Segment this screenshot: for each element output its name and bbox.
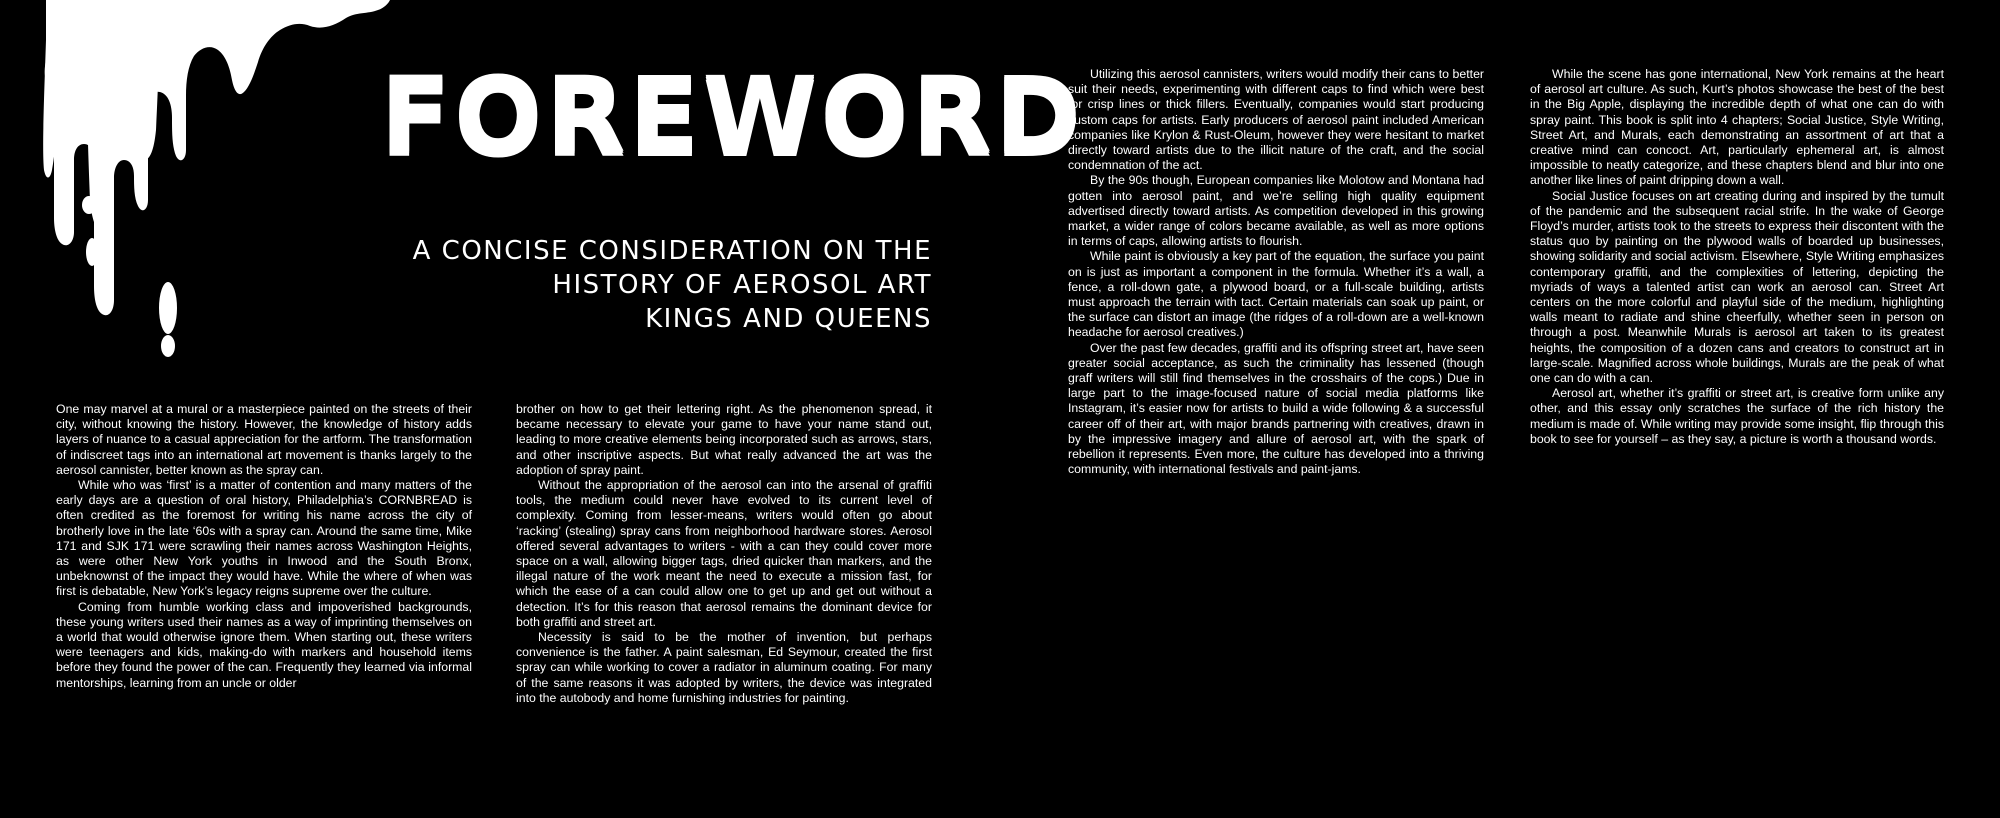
paragraph: By the 90s though, European companies like Molotow and Montana had gotten into aerosol paint, and we’re selling high quality equipment advertised directly toward artists. As competition developed in this growing market, a wider range of colors became available, as well as more options in terms of caps, allowing artists to flourish.	[1068, 173, 1484, 249]
subtitle	[280, 234, 932, 336]
paragraph: Without the appropriation of the aerosol can into the arsenal of graffiti tools, the medium could never have evolved to its current level of complexity. Coming from lesser-means, writers would often go about ‘racking’ (stealing) spray cans from neighborhood hardware stores. Aerosol offered several advantages to writers - with a can they could cover more space on a wall, allowing bigger tags, dried quicker than markers, and the illegal nature of the work meant the need to execute a mission fast, for which the ease of a can could allow one to get up and get out without a detection. It’s for this reason that aerosol remains the dominant device for both graffiti and street art.	[516, 478, 932, 629]
text-column-2	[516, 402, 932, 706]
subtitle-line: HISTORY OF AEROSOL ART	[552, 270, 932, 300]
paragraph: While who was ‘first’ is a matter of contention and many matters of the early days are a question of oral history, Philadelphia’s CORNBREAD is often credited as the foremost for writing his name across the city of brotherly love in the late ‘60s with a spray can. Around the same time, Mike 171 and SJK 171 were scrawling their names across Washington Heights, as were other New York youths in Inwood and the South Bronx, unbeknownst of the impact they would have. While the where of when was first is debatable, New York’s legacy reigns supreme over the culture.	[56, 478, 472, 599]
paragraph: Necessity is said to be the mother of invention, but perhaps convenience is the father. A paint salesman, Ed Seymour, created the first spray can while working to cover a radiator in aluminum coating. For many of the same reasons it was adopted by writers, the device was integrated into the autobody and home furnishing industries for painting.	[516, 630, 932, 705]
paragraph: Aerosol art, whether it’s graffiti or street art, is creative form unlike any other, and this essay only scratches the surface of the rich history the medium is made of. While writing may provide some insight, flip through this book to see for yourself – as they say, a picture is worth a thousand words.	[1530, 386, 1944, 446]
text-column-4	[1530, 67, 1944, 447]
paragraph: brother on how to get their lettering right. As the phenomenon spread, it became necessary to elevate your game to have your name stand out, leading to more creative elements being incorporated such as arrows, stars, and other inscriptive aspects. But what really advanced the art was the adoption of spray paint.	[516, 402, 932, 477]
paragraph: One may marvel at a mural or a masterpiece painted on the streets of their city, without knowing the history. However, the knowledge of history adds layers of nuance to a casual appreciation for the artform. The transformation of indiscreet tags into an international art movement is thanks largely to the aerosol cannister, better known as the spray can.	[56, 402, 472, 477]
subtitle-line: KINGS AND QUEENS	[645, 304, 932, 334]
page-title: FOREWORD	[380, 56, 1085, 178]
paragraph: Social Justice focuses on art creating during and inspired by the tumult of the pandemic and the subsequent racial strife. In the wake of George Floyd’s murder, artists took to the streets to express their discontent with the status quo by painting on the plywood walls of boarded up businesses, showing solidarity and social activism. Elsewhere, Style Writing emphasizes contemporary graffiti, and the complexities of lettering, depicting the myriads of ways a talented artist can work an aerosol can. Street Art centers on the more colorful and playful side of the medium, highlighting walls meant to radiate and shine cheerfully, whether seen in person on through a post. Meanwhile Murals is aerosol art taken to its greatest heights, the composition of a dozen cans and creators to construct art in large-scale. Magnified across whole buildings, Murals are the peak of what one can do with a can.	[1530, 188, 1944, 386]
paragraph: While paint is obviously a key part of the equation, the surface you paint on is just as important a component in the formula. Whether it’s a wall, a fence, a roll-down gate, a plywood board, or a full-scale building, artists must approach the terrain with tact. Certain materials can soak up paint, or the surface can distort an image (the ridges of a roll-down are a well-known headache for aerosol creatives.)	[1068, 249, 1484, 340]
paint-drip-decoration	[0, 0, 420, 400]
paragraph: Over the past few decades, graffiti and its offspring street art, have seen greater social acceptance, as such the criminality has lessened (though graff writers will still find themselves in the crosshairs of the cops.) Due in large part to the image-focused nature of social media platforms like Instagram, it’s easier now for artists to build a wide following & a successful career off of their art, with major brands partnering with creatives, drawn in by the impressive imagery and allure of aerosol art, with the spark of rebellion it represents. Even more, the culture has developed into a thriving community, with international festivals and paint-jams.	[1068, 340, 1484, 477]
paragraph: Utilizing this aerosol cannisters, writers would modify their cans to better suit their needs, experimenting with different caps to find which were best for crisp lines or thick fillers. Eventually, companies would start producing custom caps for artists. Early producers of aerosol paint included American companies like Krylon & Rust-Oleum, however they were hesitant to market directly toward artists due to the illicit nature of the craft, and the social condemnation of the act.	[1068, 67, 1484, 173]
text-column-3	[1068, 67, 1484, 477]
text-column-1	[56, 402, 472, 691]
paragraph: Coming from humble working class and impoverished backgrounds, these young writers used their names as a way of imprinting themselves on a world that would otherwise ignore them. When starting out, these writers were teenagers and kids, making-do with markers and household items before they found the power of the can. Frequently they learned via informal mentorships, learning from an uncle or older	[56, 599, 472, 690]
paragraph: While the scene has gone international, New York remains at the heart of aerosol art culture. As such, Kurt’s photos showcase the best of the best in the Big Apple, displaying the incredible depth of what one can do with spray paint. This book is split into 4 chapters; Social Justice, Style Writing, Street Art, and Murals, each demonstrating an assortment of art that a creative mind can concoct. Art, particularly ephemeral art, is almost impossible to neatly categorize, and these chapters blend and blur into one another like lines of paint dripping down a wall.	[1530, 67, 1944, 188]
subtitle-line: A CONCISE CONSIDERATION ON THE	[412, 236, 932, 266]
